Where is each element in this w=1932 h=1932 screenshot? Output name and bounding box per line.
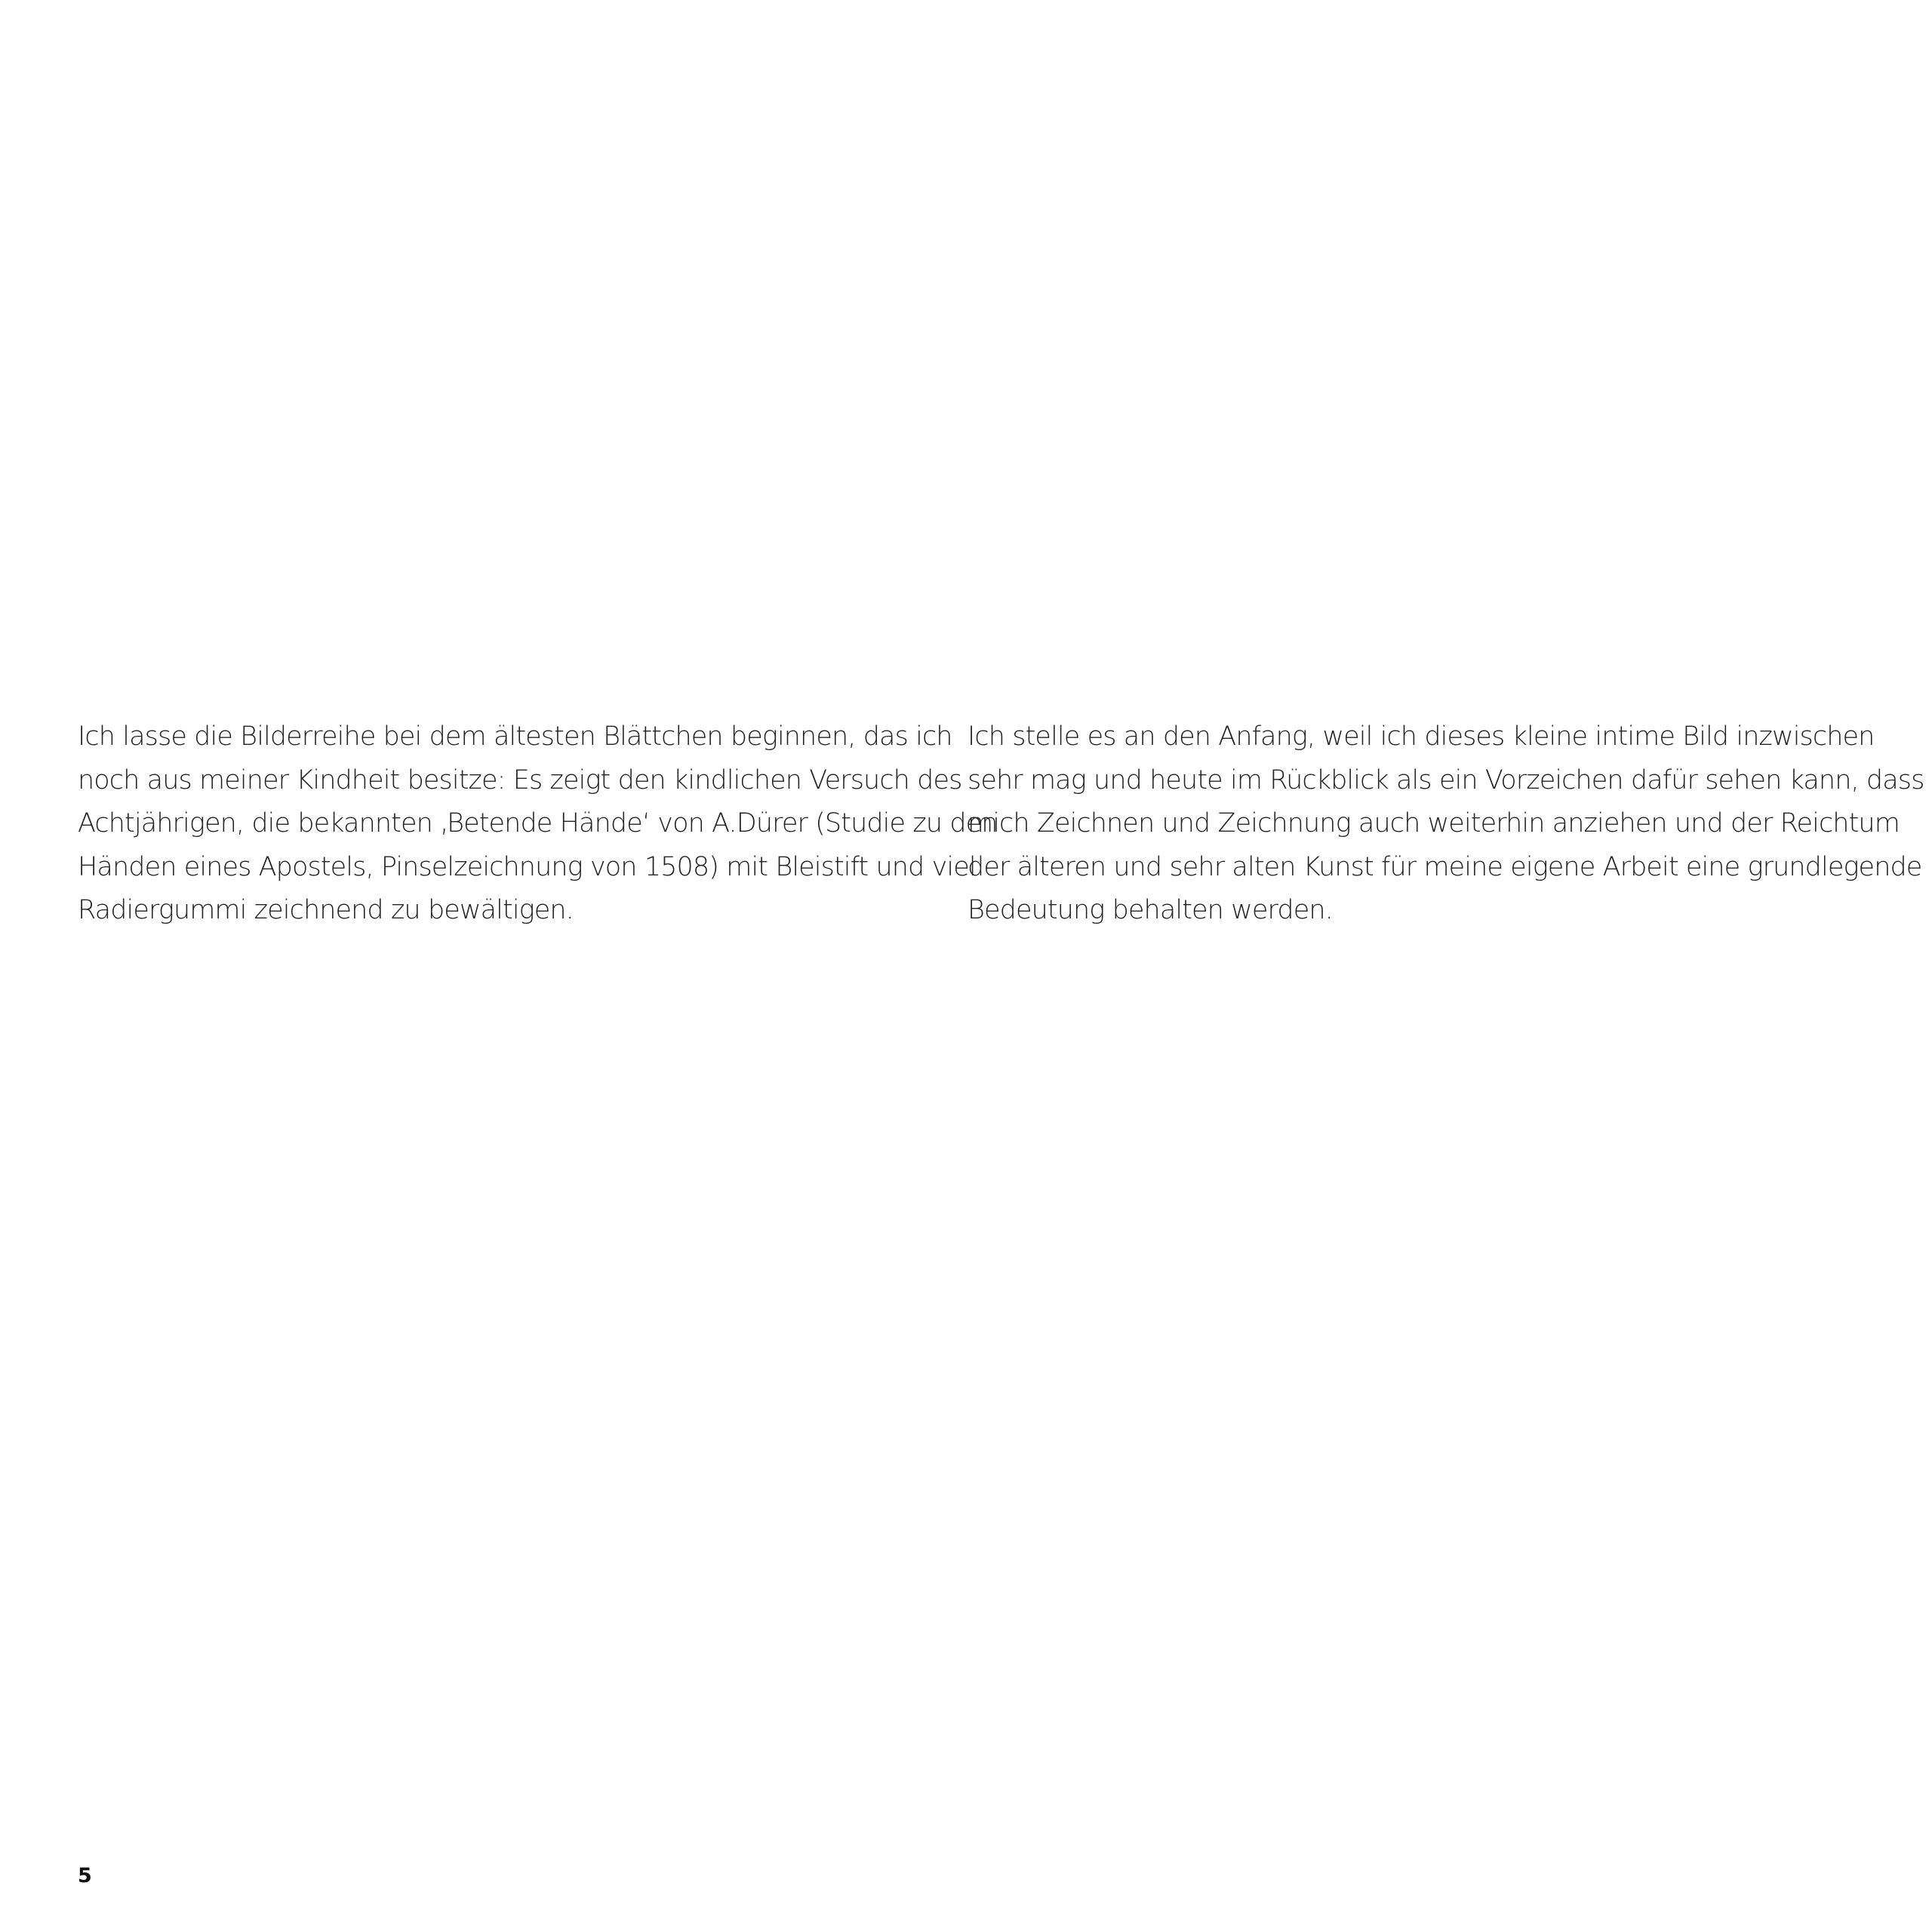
text-line: noch aus meiner Kindheit besitze: Es zeigt den kindlichen Versuch des [78,764,962,795]
text-line: Radiergummi zeichnend zu bewältigen. [78,895,574,925]
paragraph-left-column [78,715,998,933]
text-line: Ich lasse die Bilderreihe bei dem ältesten Blättchen beginnen, das ich [78,721,952,752]
paragraph-right-column [968,715,1924,933]
text-line: Achtjährigen, die bekannten ‚Betende Hände‘ von A.Dürer (Studie zu den [78,808,998,838]
text-line: Bedeutung behalten werden. [968,895,1333,925]
text-line: sehr mag und heute im Rückblick als ein Vorzeichen dafür sehen kann, dass [968,764,1924,795]
text-line: mich Zeichnen und Zeichnung auch weiterhin anziehen und der Reichtum [968,808,1900,838]
text-line: Händen eines Apostels, Pinselzeichnung von 1508) mit Bleistift und viel [78,851,976,882]
text-line: Ich stelle es an den Anfang, weil ich dieses kleine intime Bild inzwischen [968,721,1875,752]
page-number: 5 [78,1864,92,1887]
text-line: der älteren und sehr alten Kunst für meine eigene Arbeit eine grundlegende [968,851,1922,882]
